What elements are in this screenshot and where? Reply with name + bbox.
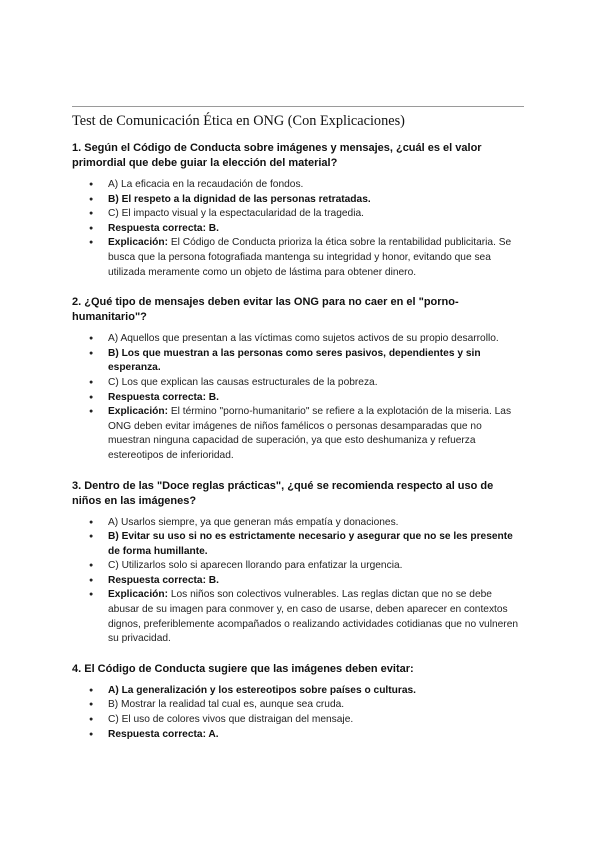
answer-list <box>72 332 524 463</box>
explanation-text: El término "porno-humanitario" se refiere a la explotación de la miseria. Las ONG deben evitar imágenes de niños famélicos o personas desamparadas que no muestran ninguna capacidad de superación, ya que esto deshumaniza y refuerza estereotipos de inferioridad. <box>108 406 512 461</box>
option-a: ● A) La generalización y los estereotipos sobre países o culturas. <box>108 684 524 699</box>
explanation-label: Explicación: <box>108 237 169 249</box>
question-2 <box>72 295 524 463</box>
option-b: ● B) El respeto a la dignidad de las personas retratadas. <box>108 193 524 208</box>
answer-list <box>72 178 524 280</box>
question-text: 4. El Código de Conducta sugiere que las imágenes deben evitar: <box>72 662 414 675</box>
option-a: ● A) La eficacia en la recaudación de fondos. <box>108 178 524 193</box>
question-text: 3. Dentro de las "Doce reglas prácticas", ¿qué se recomienda respecto al uso de niños en las imágenes? <box>72 479 494 507</box>
horizontal-rule <box>72 106 524 107</box>
explanation-label: Explicación: <box>108 589 169 601</box>
option-b: ● B) Evitar su uso si no es estrictamente necesario y asegurar que no se les presente de forma humillante. <box>108 530 524 559</box>
question-3 <box>72 479 524 647</box>
correct-answer: ● Respuesta correcta: B. <box>108 391 524 406</box>
option-c: ● C) Los que explican las causas estructurales de la pobreza. <box>108 376 524 391</box>
explanation <box>108 405 524 463</box>
correct-answer: ● Respuesta correcta: B. <box>108 222 524 237</box>
question-1 <box>72 141 524 280</box>
correct-answer: ● Respuesta correcta: A. <box>108 728 524 743</box>
correct-answer: ● Respuesta correcta: B. <box>108 574 524 589</box>
option-c: ● C) Utilizarlos solo si aparecen llorando para enfatizar la urgencia. <box>108 559 524 574</box>
question-4 <box>72 662 524 742</box>
option-b: ● B) Los que muestran a las personas como seres pasivos, dependientes y sin esperanza. <box>108 347 524 376</box>
explanation-text: El Código de Conducta prioriza la ética sobre la rentabilidad publicitaria. Se busca que la persona fotografiada mantenga su integridad y honor, evitando que sea utilizada meramente como un objeto de lástima para obtener dinero. <box>108 237 512 278</box>
question-text: 2. ¿Qué tipo de mensajes deben evitar las ONG para no caer en el "porno-humanitario"? <box>72 296 459 324</box>
explanation-label: Explicación: <box>108 406 169 418</box>
option-a: ● A) Aquellos que presentan a las víctimas como sujetos activos de su propio desarrollo. <box>108 332 524 347</box>
explanation <box>108 236 524 280</box>
question-text: 1. Según el Código de Conducta sobre imágenes y mensajes, ¿cuál es el valor primordial que debe guiar la elección del material? <box>72 142 482 169</box>
option-c: ● C) El impacto visual y la espectacularidad de la tragedia. <box>108 207 524 222</box>
option-b: ● B) Mostrar la realidad tal cual es, aunque sea cruda. <box>108 698 524 713</box>
option-a: ● A) Usarlos siempre, ya que generan más empatía y donaciones. <box>108 516 524 531</box>
document-page <box>72 106 524 757</box>
answer-list <box>72 516 524 647</box>
answer-list <box>72 684 524 742</box>
option-c: ● C) El uso de colores vivos que distraigan del mensaje. <box>108 713 524 728</box>
explanation-text: Los niños son colectivos vulnerables. Las reglas dictan que no se debe abusar de su imagen para conmover y, en caso de usarse, deben aparecer en contextos dignos, preferiblemente acompañados o realizando actividades cotidianas que no vulneren su privacidad. <box>108 589 519 645</box>
document-title: Test de Comunicación Ética en ONG (Con Explicaciones) <box>72 113 405 129</box>
explanation <box>108 588 524 646</box>
